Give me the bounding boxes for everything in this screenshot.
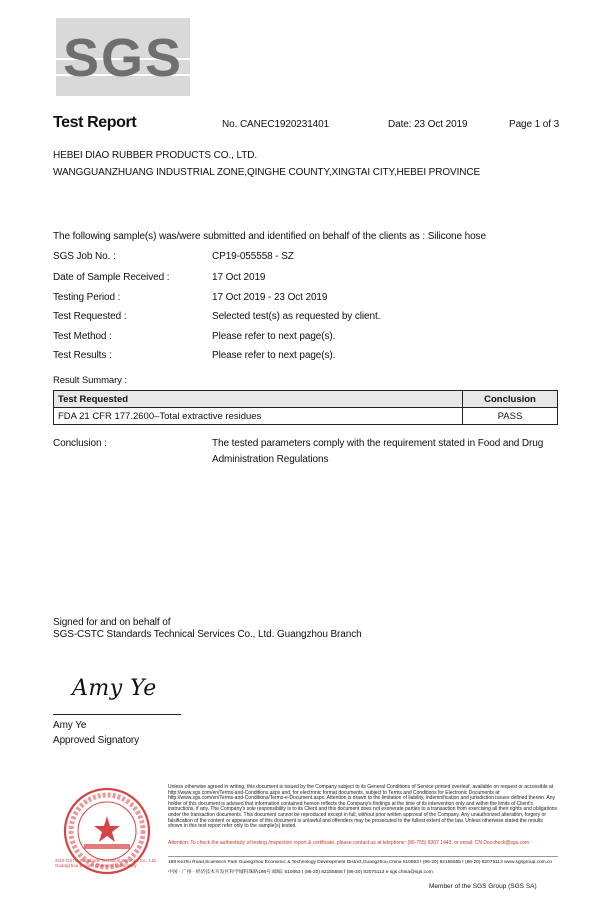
header-conclusion: Conclusion — [463, 391, 558, 408]
footer-disclaimer: Unless otherwise agreed in writing, this document is issued by the Company subject to its General Conditions of Service printed overleaf, available on request or accessible at http://www.sgs.com/en/Terms-and-Conditions.aspx and, for electronic format documents, subject to Terms and Conditions for Electronic Documents at http://www.sgs.com/en/Terms-and-Conditions/Terms-e-Document.aspx. Attention is drawn to the limitation of liability, indemnification and jurisdiction issues defined therein. Any holder of this document is advised that information contained hereon reflects the Company's findings at the time of its intervention only and within the limits of Client's instructions, if any. The Company's sole responsibility is to its Client and this document does not exonerate parties to a transaction from exercising all their rights and obligations under the transaction documents. This document cannot be reproduced except in full, without prior written approval of the Company. Any unauthorized alteration, forgery or falsification of the content or appearance of this document is unlawful and offenders may be prosecuted to the fullest extent of the law. Unless otherwise stated the results shown in this test report refer only to the sample(s) tested. — [168, 784, 558, 830]
field-label: SGS Job No. : — [53, 251, 116, 262]
field-value: Selected test(s) as requested by client. — [212, 311, 381, 322]
field-value: 17 Oct 2019 - 23 Oct 2019 — [212, 292, 328, 303]
signatory-role: Approved Signatory — [53, 735, 140, 746]
report-date: Date: 23 Oct 2019 — [388, 119, 468, 130]
page-number: Page 1 of 3 — [509, 119, 560, 130]
footer-address-cn: 中国 · 广州 · 经济技术开发区科学城科珠路198号 邮编: 510663 t (86-20) 82155555 f (86-20) 82075113 e sgs.china@sgs.com — [168, 870, 433, 875]
signed-line-1: Signed for and on behalf of — [53, 617, 171, 628]
conclusion-text-2: Administration Regulations — [212, 454, 329, 465]
conclusion-text-1: The tested parameters comply with the requirement stated in Food and Drug — [212, 438, 544, 449]
signatory-name: Amy Ye — [53, 720, 87, 731]
seal-text: SGS-CSTC Standards Technical Services Co., Ltd. Guangzhou Branch Chemical Laboratory — [55, 858, 157, 868]
footer-divider — [168, 856, 558, 857]
result-summary-table — [53, 390, 558, 425]
result-summary-label: Result Summary : — [53, 375, 127, 386]
page-title: Test Report — [53, 114, 137, 131]
field-label: Test Results : — [53, 350, 112, 361]
conclusion-label: Conclusion : — [53, 438, 107, 449]
table-header-row — [54, 391, 558, 408]
client-name: HEBEI DIAO RUBBER PRODUCTS CO., LTD. — [53, 150, 258, 161]
field-value: 17 Oct 2019 — [212, 272, 266, 283]
field-label: Test Requested : — [53, 311, 127, 322]
footer-attention: Attention: To check the authenticity of testing /inspection report & certificate, please contact us at telephone: (86-755) 8307 1443, or email: CN.Doccheck@sgs.com — [168, 840, 530, 846]
field-label: Test Method : — [53, 331, 112, 342]
header-test-requested: Test Requested — [54, 391, 463, 408]
table-row — [54, 408, 558, 425]
signature: Amy Ye — [72, 676, 157, 701]
sample-intro: The following sample(s) was/were submitted and identified on behalf of the clients as : Silicone hose — [53, 231, 486, 242]
test-name-cell: FDA 21 CFR 177.2600–Total extractive residues — [54, 408, 463, 425]
field-value: Please refer to next page(s). — [212, 331, 336, 342]
field-value: CP19-055558 - SZ — [212, 251, 294, 262]
sgs-logo-text: SGS — [62, 28, 184, 88]
sgs-member: Member of the SGS Group (SGS SA) — [429, 883, 537, 890]
field-value: Please refer to next page(s). — [212, 350, 336, 361]
client-address: WANGGUANZHUANG INDUSTRIAL ZONE,QINGHE COUNTY,XINGTAI CITY,HEBEI PROVINCE — [53, 167, 481, 178]
report-number: No. CANEC1920231401 — [222, 119, 330, 130]
field-label: Testing Period : — [53, 292, 121, 303]
signed-line-2: SGS-CSTC Standards Technical Services Co., Ltd. Guangzhou Branch — [53, 629, 362, 640]
signature-line — [53, 714, 181, 715]
field-label: Date of Sample Received : — [53, 272, 170, 283]
footer-address-en: 198 Kezhu Road,Scientech Park Guangzhou Economic & Technology Development District,Guangzhou,China 510663 t (86-20) 82155555 f (86-20) 82075113 www.sgsgroup.com.cn — [168, 860, 553, 865]
conclusion-cell: PASS — [463, 408, 558, 425]
